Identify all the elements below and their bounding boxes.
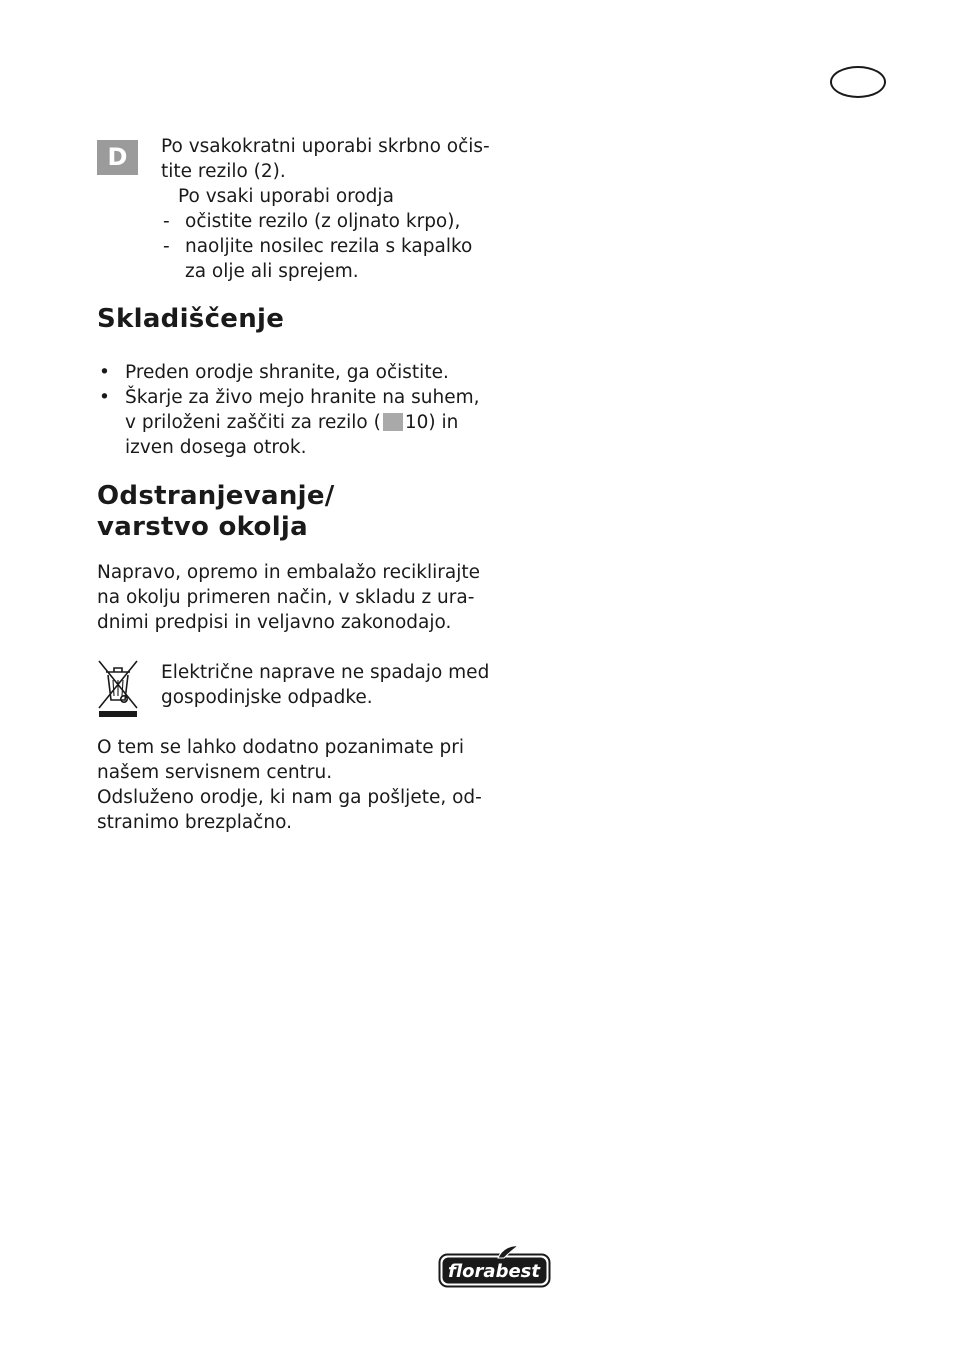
- storage-bullet-2-text-a: v priloženi zaščiti za rezilo (: [125, 412, 381, 433]
- weee-crossed-bin-icon: [96, 658, 140, 718]
- bullet-marker: •: [99, 387, 110, 408]
- florabest-logo: [438, 1244, 551, 1288]
- language-indicator-oval: [830, 66, 886, 98]
- dash-item: naoljite nosilec rezila s kapalko: [185, 236, 473, 257]
- storage-bullet-2-line-2: [125, 410, 458, 435]
- disposal-para-2-line-1: O tem se lahko dodatno pozanimate pri: [97, 737, 464, 758]
- figure-reference-icon: [383, 413, 403, 431]
- dash-marker: -: [163, 236, 170, 257]
- intro-line-3: Po vsaki uporabi orodja: [178, 186, 394, 207]
- storage-bullet-2-text-b: 10) in: [404, 412, 459, 433]
- disposal-para-1-line-3: dnimi predpisi in veljavno zakonodajo.: [97, 612, 452, 633]
- disposal-para-2-line-3: Odsluženo orodje, ki nam ga pošljete, od-: [97, 787, 482, 808]
- disposal-para-1-line-1: Napravo, opremo in embalažo reciklirajte: [97, 562, 480, 583]
- bullet-marker: •: [99, 362, 110, 383]
- disposal-para-2-line-2: našem servisnem centru.: [97, 762, 333, 783]
- dash-marker: -: [163, 211, 170, 232]
- brand-name: florabest: [448, 1261, 540, 1282]
- figure-badge: D: [97, 140, 138, 175]
- dash-item: očistite rezilo (z oljnato krpo),: [185, 211, 461, 232]
- disposal-para-1-line-2: na okolju primeren način, v skladu z ura-: [97, 587, 475, 608]
- disposal-para-2-line-4: stranimo brezplačno.: [97, 812, 292, 833]
- intro-line-2: tite rezilo (2).: [161, 161, 286, 182]
- disposal-heading-line-1: Odstranjevanje/: [97, 481, 335, 511]
- weee-text-line-1: Električne naprave ne spadajo med: [161, 662, 490, 683]
- weee-text-line-2: gospodinjske odpadke.: [161, 687, 373, 708]
- storage-heading: Skladiščenje: [97, 304, 285, 334]
- disposal-heading-line-2: varstvo okolja: [97, 512, 308, 542]
- storage-bullet-2-line-1: Škarje za živo mejo hranite na suhem,: [125, 387, 480, 408]
- storage-bullet-2-line-3: izven dosega otrok.: [125, 437, 307, 458]
- storage-bullet-1: Preden orodje shranite, ga očistite.: [125, 362, 449, 383]
- dash-item-continuation: za olje ali sprejem.: [185, 261, 359, 282]
- intro-line-1: Po vsakokratni uporabi skrbno očis-: [161, 136, 490, 157]
